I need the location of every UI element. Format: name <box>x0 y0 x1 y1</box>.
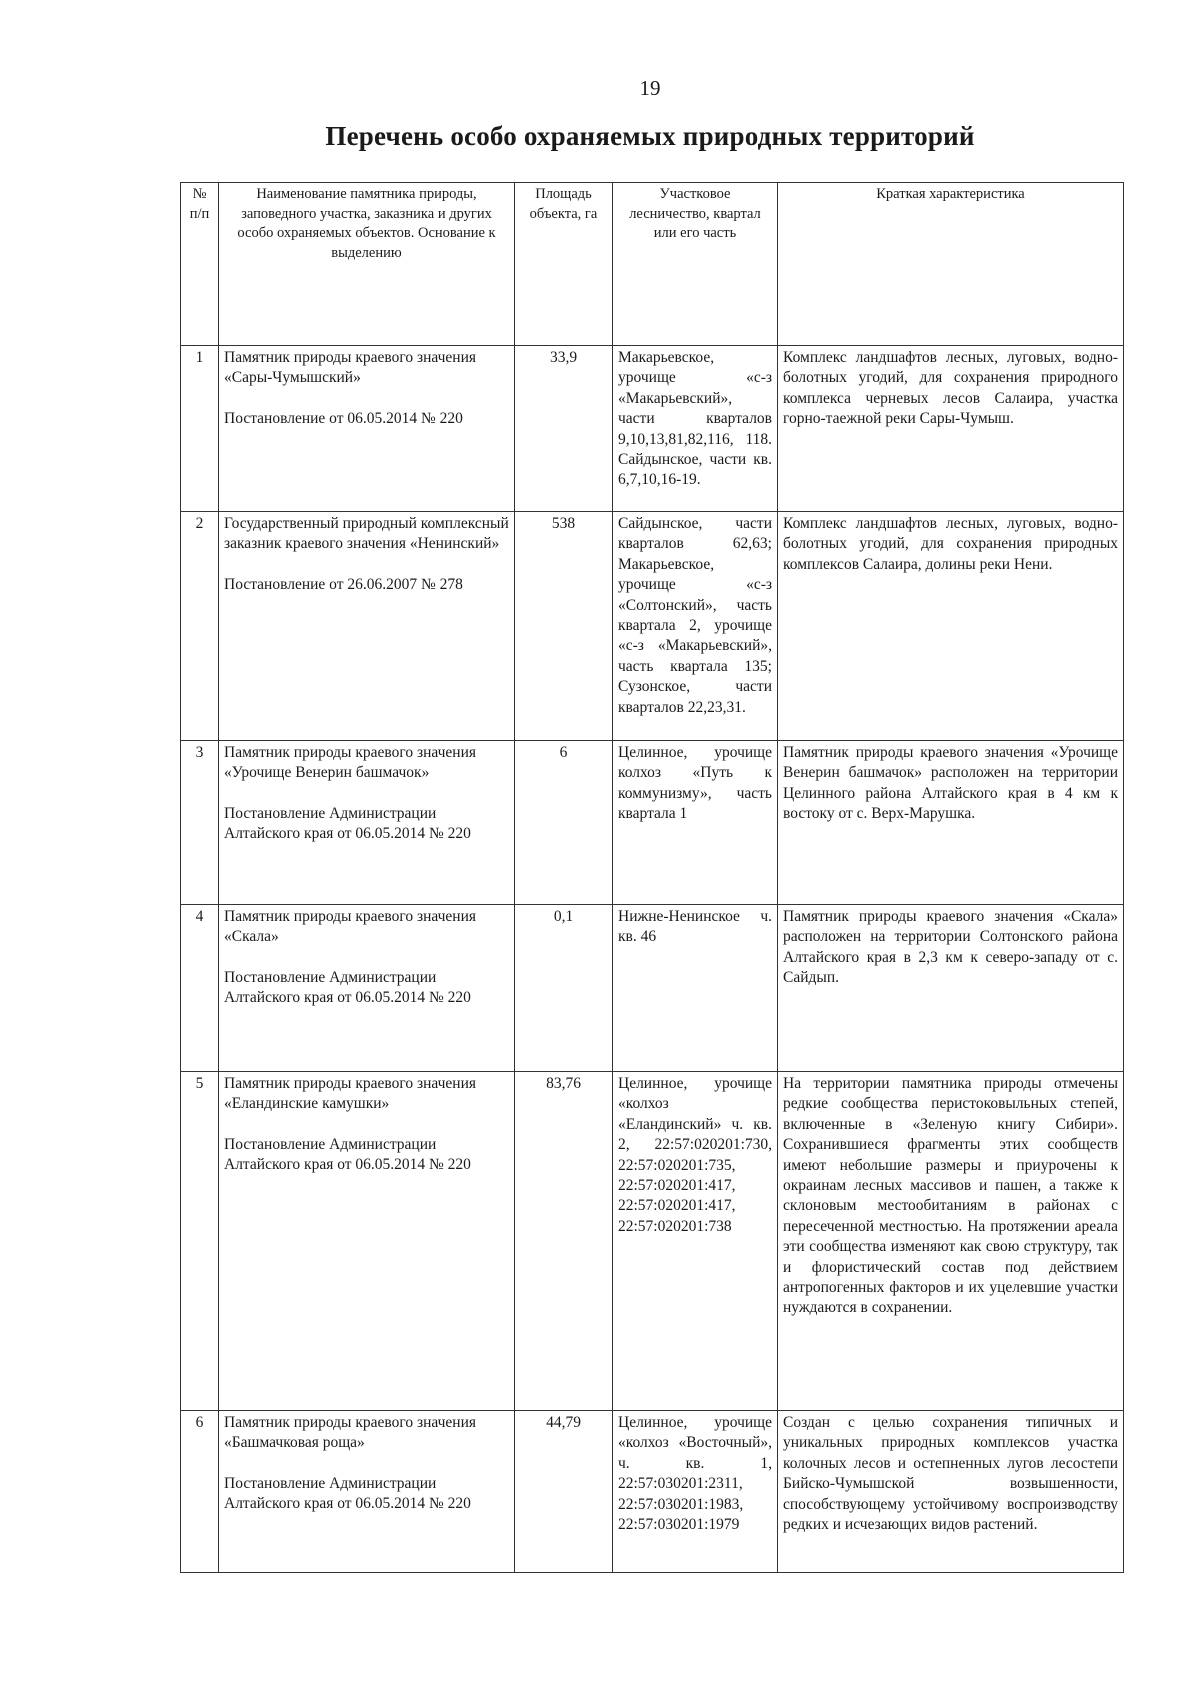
table-row <box>181 905 1124 1072</box>
row-description: Комплекс ландшафтов лесных, луговых, водно-болотных угодий, для сохранения природного комплекса черневых лесов Салаира, участка горно-таежной реки Сары-Чумыш. <box>778 346 1124 512</box>
row-name-cell <box>219 512 515 741</box>
table-header-row <box>181 183 1124 346</box>
table-row <box>181 512 1124 741</box>
row-name: Государственный природный комплексный заказник краевого значения «Ненинский» <box>224 515 509 553</box>
header-area: Площадь объекта, га <box>515 183 613 346</box>
row-description: Памятник природы краевого значения «Скала» расположен на территории Солтонского района Алтайского края в 2,3 км к северо-западу от с. Сайдып. <box>778 905 1124 1072</box>
row-basis: Постановление от 26.06.2007 № 278 <box>224 575 463 593</box>
page-number: 19 <box>639 76 661 100</box>
row-name-cell <box>219 346 515 512</box>
table-row <box>181 1411 1124 1573</box>
row-basis: Постановление Администрации Алтайского края от 06.05.2014 № 220 <box>224 804 471 843</box>
row-area: 44,79 <box>515 1411 613 1573</box>
row-area: 538 <box>515 512 613 741</box>
row-number: 2 <box>181 512 219 741</box>
row-number: 3 <box>181 741 219 905</box>
row-area: 0,1 <box>515 905 613 1072</box>
row-basis: Постановление Администрации Алтайского края от 06.05.2014 № 220 <box>224 1474 471 1513</box>
header-forestry: Участковое лесничество, квартал или его часть <box>613 183 778 346</box>
row-basis: Постановление Администрации Алтайского края от 06.05.2014 № 220 <box>224 968 471 1007</box>
row-forestry: Целинное, урочище колхоз «Путь к коммунизму», часть квартала 1 <box>613 741 778 905</box>
row-name: Памятник природы краевого значения «Урочище Венерин башмачок» <box>224 744 477 782</box>
row-name-cell <box>219 1072 515 1411</box>
row-forestry: Целинное, урочище «колхоз «Восточный», ч. кв. 1, 22:57:030201:2311, 22:57:030201:1983, 22:57:030201:1979 <box>613 1411 778 1573</box>
row-description: На территории памятника природы отмечены редкие сообщества перистоковыльных степей, включенные в «Зеленую книгу Сибири». Сохранившиеся фрагменты этих сообществ имеют небольшие размеры и приурочены к окраинам лесных массивов и пашен, а также к склоновым местообитаниям в районах с пересеченной местностью. На протяжении ареала эти сообщества изменяют как свою структуру, так и флористический состав под действием антропогенных факторов и их уцелевшие участки нуждаются в сохранении. <box>778 1072 1124 1411</box>
protected-areas-table <box>180 182 1124 1573</box>
row-name-cell <box>219 905 515 1072</box>
row-basis: Постановление Администрации Алтайского края от 06.05.2014 № 220 <box>224 1135 471 1174</box>
row-name: Памятник природы краевого значения «Сары-Чумышский» <box>224 349 477 387</box>
row-area: 83,76 <box>515 1072 613 1411</box>
table-row <box>181 741 1124 905</box>
header-description: Краткая характеристика <box>778 183 1124 346</box>
row-forestry: Нижне-Ненинское ч. кв. 46 <box>613 905 778 1072</box>
table-row <box>181 346 1124 512</box>
row-forestry: Сайдынское, части кварталов 62,63; Макарьевское, урочище «с-з «Солтонский», часть квартала 2, урочище «с-з «Макарьевский», часть квартала 135; Сузонское, части кварталов 22,23,31. <box>613 512 778 741</box>
row-forestry: Макарьевское, урочище «с-з «Макарьевский», части кварталов 9,10,13,81,82,116, 118. Сайдынское, части кв. 6,7,10,16-19. <box>613 346 778 512</box>
row-description: Создан с целью сохранения типичных и уникальных природных комплексов участка колочных лесов и остепненных лугов лесостепи Бийско-Чумышской возвышенности, способствующему устойчивому воспроизводству редких и исчезающих видов растений. <box>778 1411 1124 1573</box>
header-number: № п/п <box>181 183 219 346</box>
row-area: 33,9 <box>515 346 613 512</box>
row-name: Памятник природы краевого значения «Скала» <box>224 908 477 946</box>
row-name-cell <box>219 1411 515 1573</box>
header-name: Наименование памятника природы, заповедного участка, заказника и других особо охраняемых объектов. Основание к выделению <box>219 183 515 346</box>
row-name: Памятник природы краевого значения «Еландинские камушки» <box>224 1075 477 1113</box>
row-number: 5 <box>181 1072 219 1411</box>
row-name-cell <box>219 741 515 905</box>
row-number: 6 <box>181 1411 219 1573</box>
table-row <box>181 1072 1124 1411</box>
page-title: Перечень особо охраняемых природных территорий <box>325 121 975 151</box>
row-area: 6 <box>515 741 613 905</box>
row-basis: Постановление от 06.05.2014 № 220 <box>224 409 463 427</box>
row-description: Памятник природы краевого значения «Урочище Венерин башмачок» расположен на территории Целинного района Алтайского края в 4 км к востоку от с. Верх-Марушка. <box>778 741 1124 905</box>
row-number: 4 <box>181 905 219 1072</box>
row-forestry: Целинное, урочище «колхоз «Еландинский» ч. кв. 2, 22:57:020201:730, 22:57:020201:735, 22:57:020201:417, 22:57:020201:417, 22:57:020201:738 <box>613 1072 778 1411</box>
row-name: Памятник природы краевого значения «Башмачковая роща» <box>224 1414 477 1452</box>
row-description: Комплекс ландшафтов лесных, луговых, водно-болотных угодий, для сохранения природных комплексов Салаира, долины реки Нени. <box>778 512 1124 741</box>
row-number: 1 <box>181 346 219 512</box>
